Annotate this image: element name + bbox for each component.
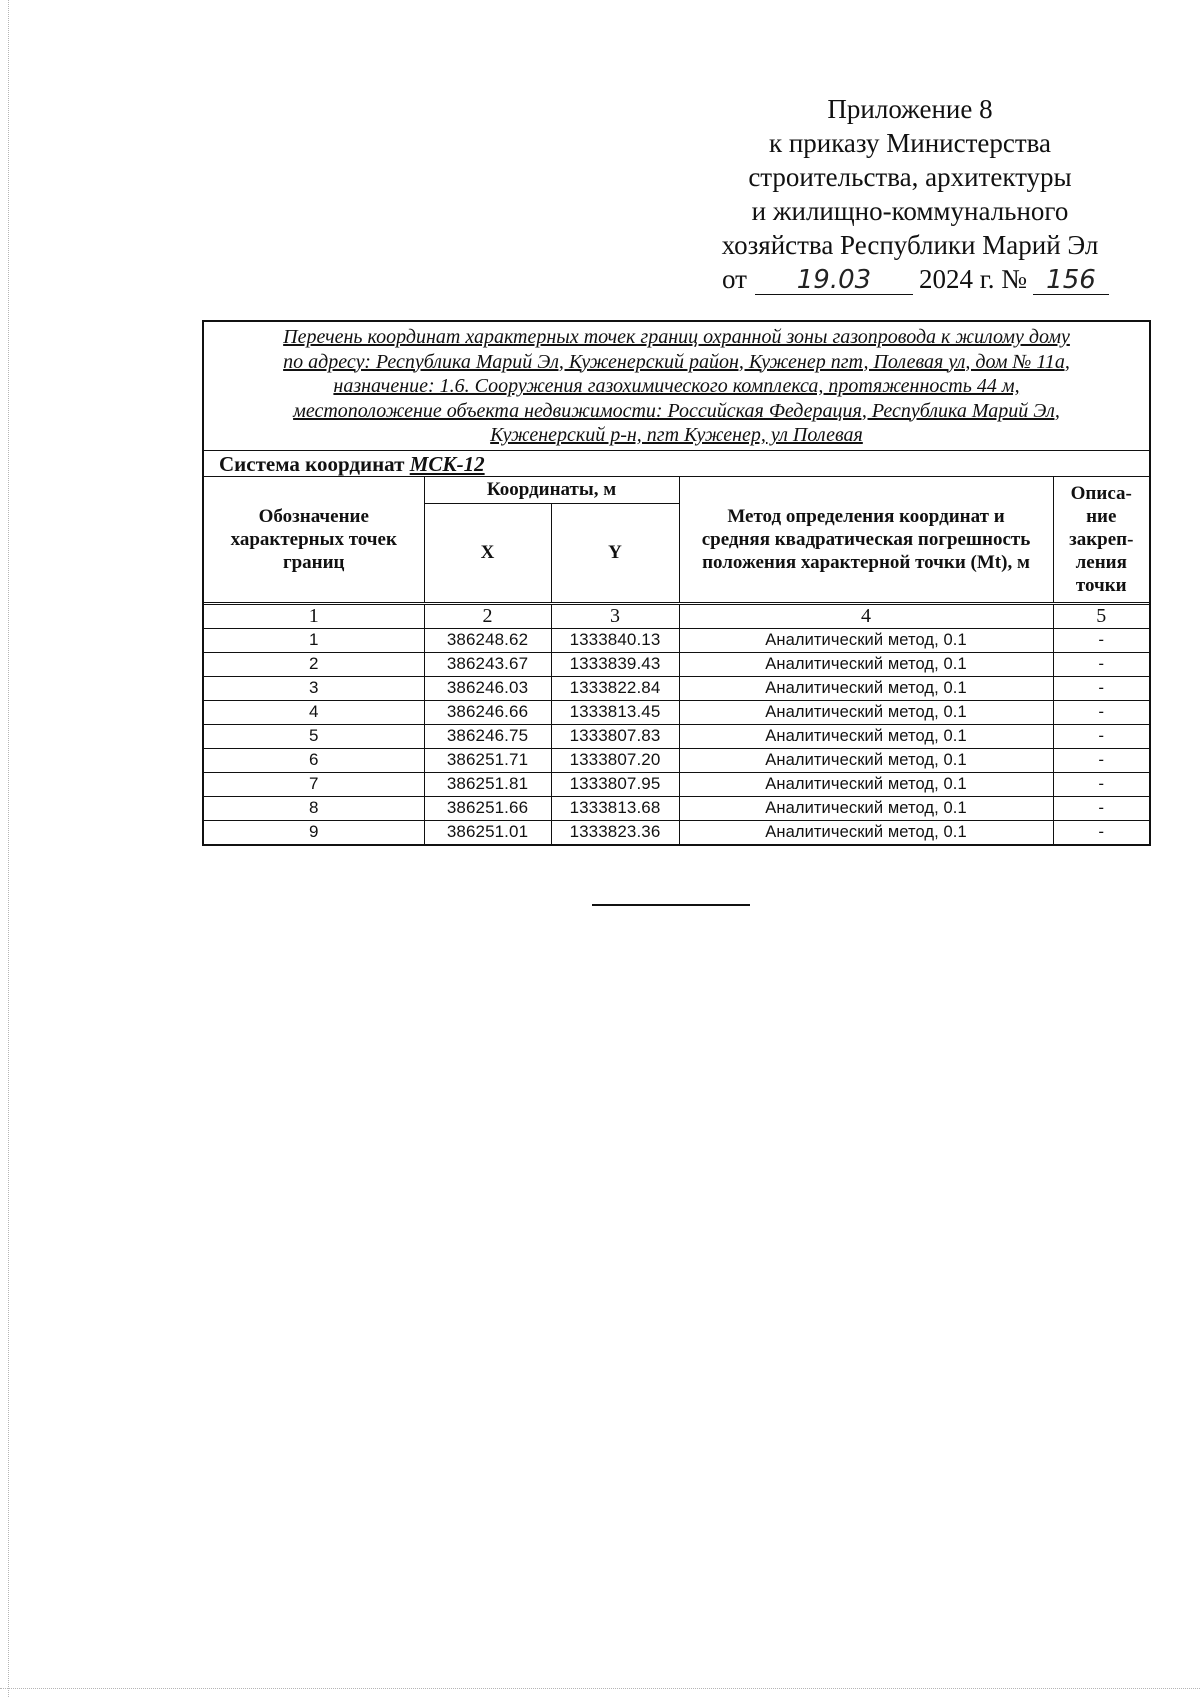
column-number: 5 [1053,603,1149,628]
approval-line: к приказу Министерства [768,128,1052,158]
point-number: 5 [204,724,424,748]
point-x: 386248.62 [424,628,551,652]
approval-line: и жилищно-коммунального [751,196,1069,226]
table-row [204,748,1149,772]
column-number: 2 [424,603,551,628]
year-text: 2024 г. № [918,264,1027,294]
point-method: Аналитический метод, 0.1 [679,628,1053,652]
point-number: 6 [204,748,424,772]
header-x: X [424,503,551,603]
column-number: 4 [679,603,1053,628]
coord-system-code: МСК-12 [409,451,485,476]
column-number: 1 [204,603,424,628]
point-x: 386246.66 [424,700,551,724]
header-desc-line: Описа- [1070,482,1132,504]
header-y: Y [551,503,679,603]
table-row [204,652,1149,676]
table-row [204,700,1149,724]
table-row [204,628,1149,652]
title-line: по адресу: Республика Марий Эл, Куженерский район, Куженер пгт, Полевая ул, дом № 11а, [283,350,1070,373]
column-number: 3 [551,603,679,628]
header-coordinates: Координаты, м [424,477,679,504]
point-x: 386243.67 [424,652,551,676]
table-row [204,772,1149,796]
header-desc-line: ления [1075,551,1127,573]
point-y: 1333807.95 [551,772,679,796]
point-y: 1333807.20 [551,748,679,772]
point-description: - [1053,676,1149,700]
point-number: 9 [204,820,424,844]
point-x: 386246.75 [424,724,551,748]
points-table [204,477,1149,844]
header-method: Метод определения координат и средняя квадратическая погрешность положения характерной точки (Mt), м [679,477,1053,604]
coordinate-system [204,451,1149,477]
point-y: 1333823.36 [551,820,679,844]
point-x: 386246.03 [424,676,551,700]
point-description: - [1053,700,1149,724]
header-row [204,477,1149,504]
date-prefix: от [722,264,747,294]
column-number-row [204,603,1149,628]
point-number: 8 [204,796,424,820]
header-point: Обозначение характерных точек границ [204,477,424,604]
point-description: - [1053,652,1149,676]
point-y: 1333840.13 [551,628,679,652]
point-method: Аналитический метод, 0.1 [679,700,1053,724]
handwritten-date: 19.03 [755,266,913,295]
title-line: местоположение объекта недвижимости: Российская Федерация, Республика Марий Эл, [293,399,1060,422]
title-line: назначение: 1.6. Сооружения газохимического комплекса, протяженность 44 м, [333,375,1020,397]
scan-edge-bottom [0,1688,1200,1689]
point-description: - [1053,796,1149,820]
title-line: Перечень координат характерных точек границ охранной зоны газопровода к жилому дому [283,326,1070,348]
coordinates-table-frame [202,320,1151,846]
approval-block [700,92,1120,296]
header-desc-line: ние [1086,505,1117,527]
point-number: 3 [204,676,424,700]
approval-line: Приложение 8 [827,94,993,124]
point-y: 1333813.68 [551,796,679,820]
point-description: - [1053,724,1149,748]
header-desc-line: закреп- [1069,528,1134,550]
point-number: 1 [204,628,424,652]
point-y: 1333839.43 [551,652,679,676]
point-method: Аналитический метод, 0.1 [679,724,1053,748]
table-row [204,724,1149,748]
point-x: 386251.71 [424,748,551,772]
point-y: 1333822.84 [551,676,679,700]
table-row [204,676,1149,700]
closing-rule [592,904,750,906]
handwritten-order-number: 156 [1033,266,1109,295]
point-description: - [1053,748,1149,772]
point-method: Аналитический метод, 0.1 [679,676,1053,700]
point-x: 386251.01 [424,820,551,844]
point-number: 2 [204,652,424,676]
point-y: 1333807.83 [551,724,679,748]
point-method: Аналитический метод, 0.1 [679,820,1053,844]
point-number: 4 [204,700,424,724]
point-x: 386251.66 [424,796,551,820]
point-number: 7 [204,772,424,796]
title-line: Куженерский р-н, пгт Куженер, ул Полевая [490,424,863,446]
table-title [204,322,1149,451]
point-x: 386251.81 [424,772,551,796]
point-method: Аналитический метод, 0.1 [679,796,1053,820]
coord-system-label: Система координат [219,451,405,476]
point-method: Аналитический метод, 0.1 [679,652,1053,676]
header-desc-line: точки [1075,574,1127,596]
point-description: - [1053,628,1149,652]
table-row [204,796,1149,820]
point-y: 1333813.45 [551,700,679,724]
approval-line: хозяйства Республики Марий Эл [721,230,1099,260]
scan-edge-left [8,0,9,1697]
points-body [204,628,1149,844]
approval-date-line [700,262,1120,296]
point-description: - [1053,772,1149,796]
approval-line: строительства, архитектуры [748,162,1072,192]
point-method: Аналитический метод, 0.1 [679,772,1053,796]
table-row [204,820,1149,844]
header-description [1053,477,1149,604]
point-method: Аналитический метод, 0.1 [679,748,1053,772]
point-description: - [1053,820,1149,844]
